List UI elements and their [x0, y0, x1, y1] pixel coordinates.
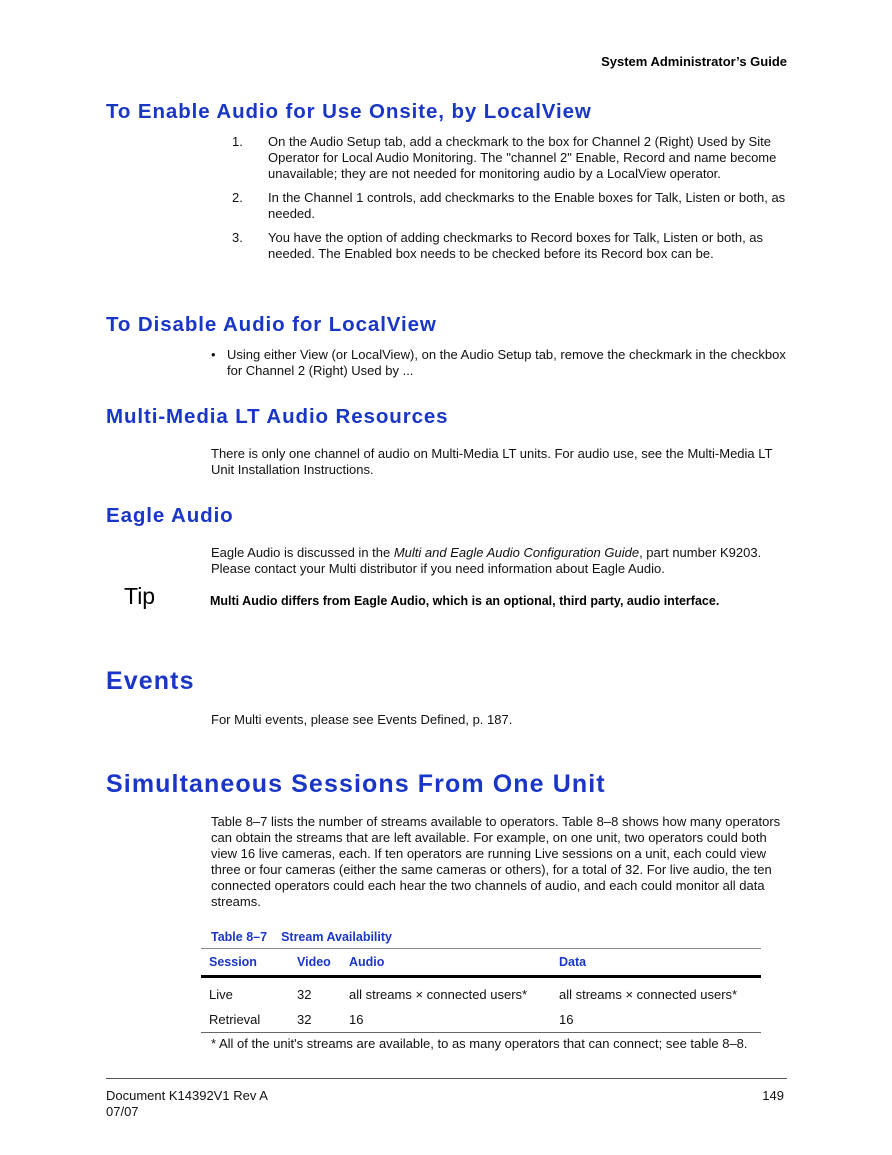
heading-events: Events [106, 667, 195, 695]
table-row [201, 977, 761, 1008]
events-paragraph: For Multi events, please see Events Defined, p. 187. [211, 712, 513, 727]
bullet-text: Using either View (or LocalView), on the Audio Setup tab, remove the checkmark in the checkbox for Channel 2 (Right) Used by ... [227, 347, 786, 378]
enable-steps-list [232, 134, 792, 270]
heading-enable-audio-localview: To Enable Audio for Use Onsite, by LocalView [106, 100, 592, 123]
list-item [232, 230, 792, 262]
table-cell: Live [209, 987, 233, 1002]
table-cell: 32 [297, 987, 312, 1002]
step-number: 3. [232, 230, 243, 245]
heading-lt-audio-resources: Multi-Media LT Audio Resources [106, 405, 449, 428]
step-number: 2. [232, 190, 243, 205]
eagle-audio-paragraph [211, 545, 791, 577]
document-id: Document K14392V1 Rev A [106, 1088, 268, 1103]
column-header-video: Video [289, 949, 341, 977]
table-cell: all streams × connected users* [349, 987, 528, 1002]
table-footnote: * All of the unit's streams are available, to as many operators that can connect; see table 8–8. [211, 1036, 748, 1051]
list-item [232, 134, 792, 182]
bullet-dot: • [211, 347, 216, 362]
table-caption [211, 930, 392, 944]
step-text: On the Audio Setup tab, add a checkmark to the box for Channel 2 (Right) Used by Site Operator for Local Audio Monitoring. The "channel 2" Enable, Record and name become unavailable; they are not needed for monitoring audio by a LocalView operator. [268, 134, 777, 181]
lt-audio-paragraph: There is only one channel of audio on Multi-Media LT units. For audio use, see the Multi-Media LT Unit Installation Instructions. [211, 446, 773, 477]
heading-simultaneous-sessions: Simultaneous Sessions From One Unit [106, 770, 606, 798]
tip-label: Tip [124, 583, 156, 609]
table-row [201, 1007, 761, 1033]
heading-disable-audio-localview: To Disable Audio for LocalView [106, 313, 437, 336]
column-header-audio: Audio [341, 949, 551, 977]
table-caption-title: Stream Availability [281, 930, 392, 944]
eagle-text-before: Eagle Audio is discussed in the [211, 545, 394, 560]
footer-doc-info [106, 1088, 268, 1120]
stream-availability-table-wrap [201, 948, 761, 1033]
page-number: 149 [762, 1088, 784, 1103]
heading-eagle-audio: Eagle Audio [106, 504, 234, 527]
table-header-row [201, 949, 761, 977]
column-header-session: Session [201, 949, 289, 977]
disable-bullet-list [211, 347, 791, 379]
table-cell: 32 [289, 1007, 341, 1033]
stream-availability-table [201, 948, 761, 1033]
guide-title: Multi and Eagle Audio Configuration Guide [393, 545, 640, 560]
column-header-data: Data [551, 949, 761, 977]
simultaneous-paragraph: Table 8–7 lists the number of streams available to operators. Table 8–8 shows how many operators can obtain the streams that are left available. For example, on one unit, two operators could both view 16 live cameras, each. If ten operators are running Live sessions on a unit, each could view three or four cameras (either the same cameras or others), for a total of 32. For live audio, the ten connected operators could each hear the two channels of audio, and each could monitor all data streams. [211, 814, 781, 909]
step-text: In the Channel 1 controls, add checkmarks to the Enable boxes for Talk, Listen or both, as needed. [268, 190, 786, 221]
list-item [232, 190, 792, 222]
eagle-text-after: , part number K9203. Please contact your Multi distributor if you need information about Eagle Audio. [211, 545, 762, 576]
step-number: 1. [232, 134, 243, 149]
table-cell: 16 [551, 1007, 761, 1033]
list-item [211, 347, 791, 379]
table-cell: all streams × connected users* [559, 987, 738, 1002]
document-date: 07/07 [106, 1104, 139, 1119]
running-header: System Administrator’s Guide [601, 54, 787, 69]
tip-text: Multi Audio differs from Eagle Audio, which is an optional, third party, audio interface. [210, 594, 720, 608]
table-caption-label: Table 8–7 [211, 930, 268, 944]
footer-divider [106, 1078, 787, 1079]
table-cell: Retrieval [201, 1007, 289, 1033]
step-text: You have the option of adding checkmarks to Record boxes for Talk, Listen or both, as needed. The Enabled box needs to be checked before its Record box can be. [268, 230, 764, 261]
table-cell: 16 [341, 1007, 551, 1033]
